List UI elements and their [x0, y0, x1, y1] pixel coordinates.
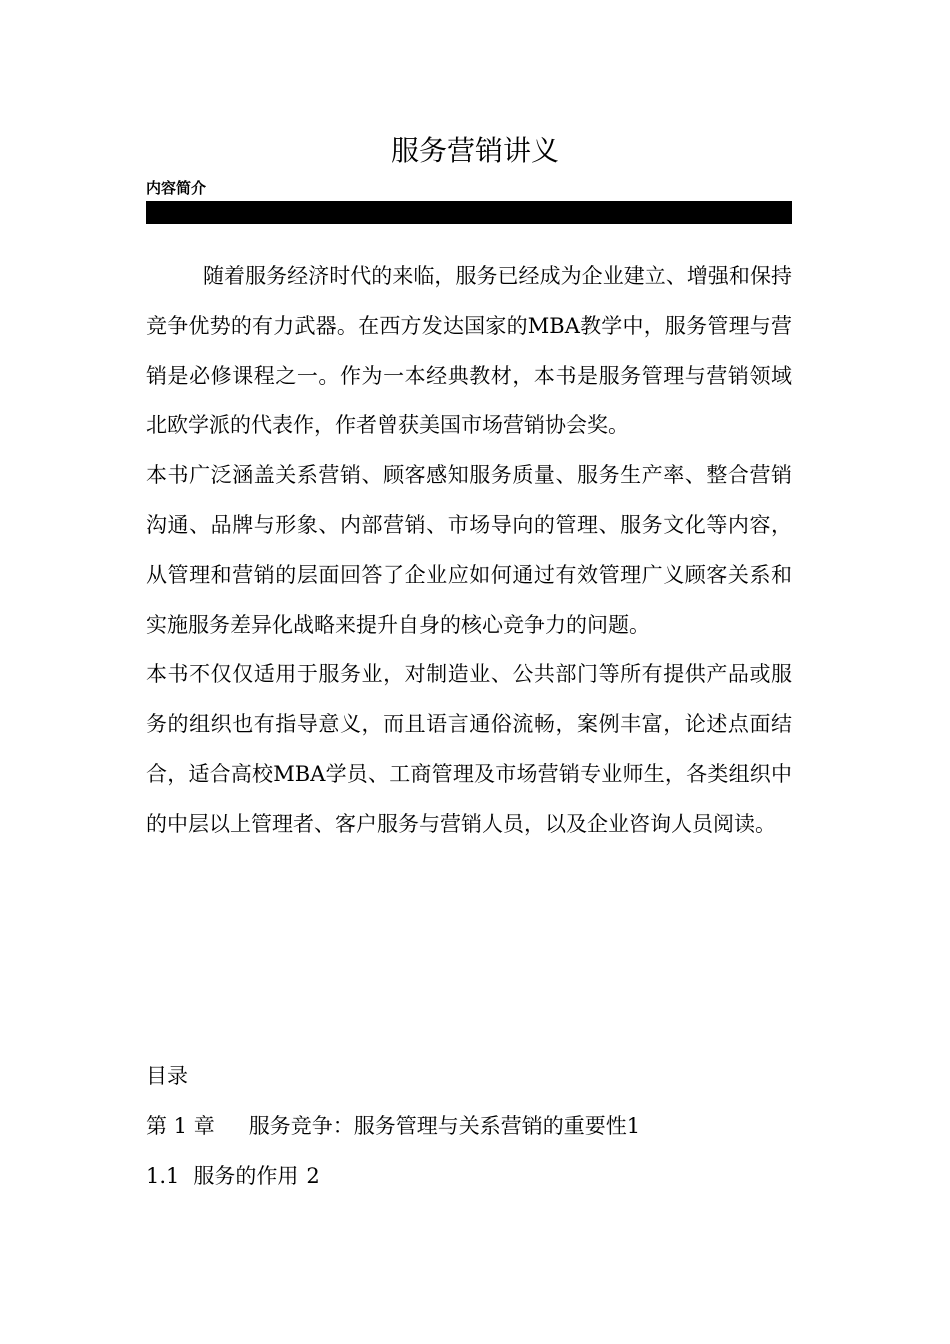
intro-paragraph-1: 随着服务经济时代的来临，服务已经成为企业建立、增强和保持竞争优势的有力武器。在西方发达国家的MBA教学中，服务管理与营销是必修课程之一。作为一本经典教材，本书是服务管理与营销领域北欧学派的代表作，作者曾获美国市场营销协会奖。: [146, 264, 792, 438]
toc-section-page: 2: [306, 1163, 320, 1188]
black-divider-bar: [146, 201, 792, 224]
intro-text: [146, 252, 792, 850]
toc-heading: 目录: [146, 1064, 188, 1088]
intro-paragraph-3: 本书不仅仅适用于服务业，对制造业、公共部门等所有提供产品或服务的组织也有指导意义，而且语言通俗流畅，案例丰富，论述点面结合，适合高校MBA学员、工商管理及市场营销专业师生，各类组织中的中层以上管理者、客户服务与营销人员，以及企业咨询人员阅读。: [146, 662, 792, 836]
intro-paragraph-2: 本书广泛涵盖关系营销、顾客感知服务质量、服务生产率、整合营销沟通、品牌与形象、内部营销、市场导向的管理、服务文化等内容，从管理和营销的层面回答了企业应如何通过有效管理广义顾客关系和实施服务差异化战略来提升自身的核心竞争力的问题。: [146, 463, 792, 637]
toc-chapter-page: 1: [626, 1113, 641, 1138]
document-title: 服务营销讲义: [390, 134, 559, 167]
toc-entry-section-1-1: [146, 1152, 792, 1202]
toc-chapter-number: 第 1 章: [146, 1113, 215, 1138]
toc-section-title: 服务的作用: [193, 1163, 299, 1188]
section-label: 内容简介: [146, 179, 207, 197]
toc-section-number: 1.1: [146, 1163, 180, 1188]
table-of-contents: [146, 1052, 792, 1201]
toc-entry-chapter-1: [146, 1102, 792, 1152]
toc-chapter-title: 服务竞争：服务管理与关系营销的重要性: [248, 1113, 627, 1138]
